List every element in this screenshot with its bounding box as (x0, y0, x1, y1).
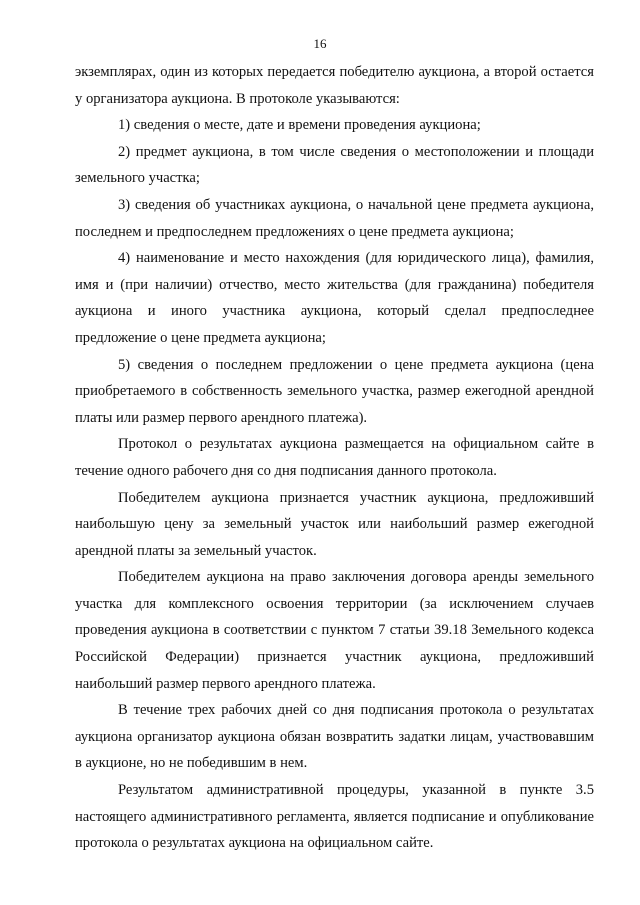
paragraph-deposit-return: В течение трех рабочих дней со дня подписания протокола о результатах аукциона организатор аукциона обязан возвратить задатки лицам, участвовавшим в аукционе, но не победившим в нем. (75, 702, 594, 772)
list-item-1: 1) сведения о месте, дате и времени проведения аукциона; (118, 117, 481, 134)
list-item-2: 2) предмет аукциона, в том числе сведения о местоположении и площади земельного участка; (75, 143, 594, 187)
paragraph-winner: Победителем аукциона признается участник аукциона, предложивший наибольшую цену за земельный участок или наибольший размер ежегодной арендной платы за земельный участок. (75, 489, 594, 559)
paragraph-protocol-publication: Протокол о результатах аукциона размещается на официальном сайте в течение одного рабочего дня со дня подписания данного протокола. (75, 436, 594, 479)
list-item-3: 3) сведения об участниках аукциона, о начальной цене предмета аукциона, последнем и предпоследнем предложениях о цене предмета аукциона; (75, 196, 594, 240)
page-number: 16 (313, 36, 327, 51)
paragraph-winner-lease: Победителем аукциона на право заключения договора аренды земельного участка для комплексного освоения территории (за исключением случаев проведения аукциона в соответствии с пунктом 7 статьи 39.18 Земельного кодекса Российской Федерации) признается участник аукциона, предложивший наибольший размер первого арендного платежа. (75, 569, 594, 692)
paragraph-continuation: экземплярах, один из которых передается победителю аукциона, а второй остается у организатора аукциона. В протоколе указываются: (75, 64, 594, 107)
list-item-5: 5) сведения о последнем предложении о цене предмета аукциона (цена приобретаемого в собственность земельного участка, размер ежегодной арендной платы или размер первого арендного платежа). (75, 356, 594, 426)
document-body (75, 59, 594, 857)
list-item-4: 4) наименование и место нахождения (для юридического лица), фамилия, имя и (при наличии) отчество, место жительства (для гражданина) победителя аукциона и иного участника аукциона, который сделал предпоследнее предложение о цене предмета аукциона; (75, 250, 594, 346)
paragraph-result: Результатом административной процедуры, указанной в пункте 3.5 настоящего административного регламента, является подписание и опубликование протокола о результатах аукциона на официальном сайте. (75, 782, 594, 852)
